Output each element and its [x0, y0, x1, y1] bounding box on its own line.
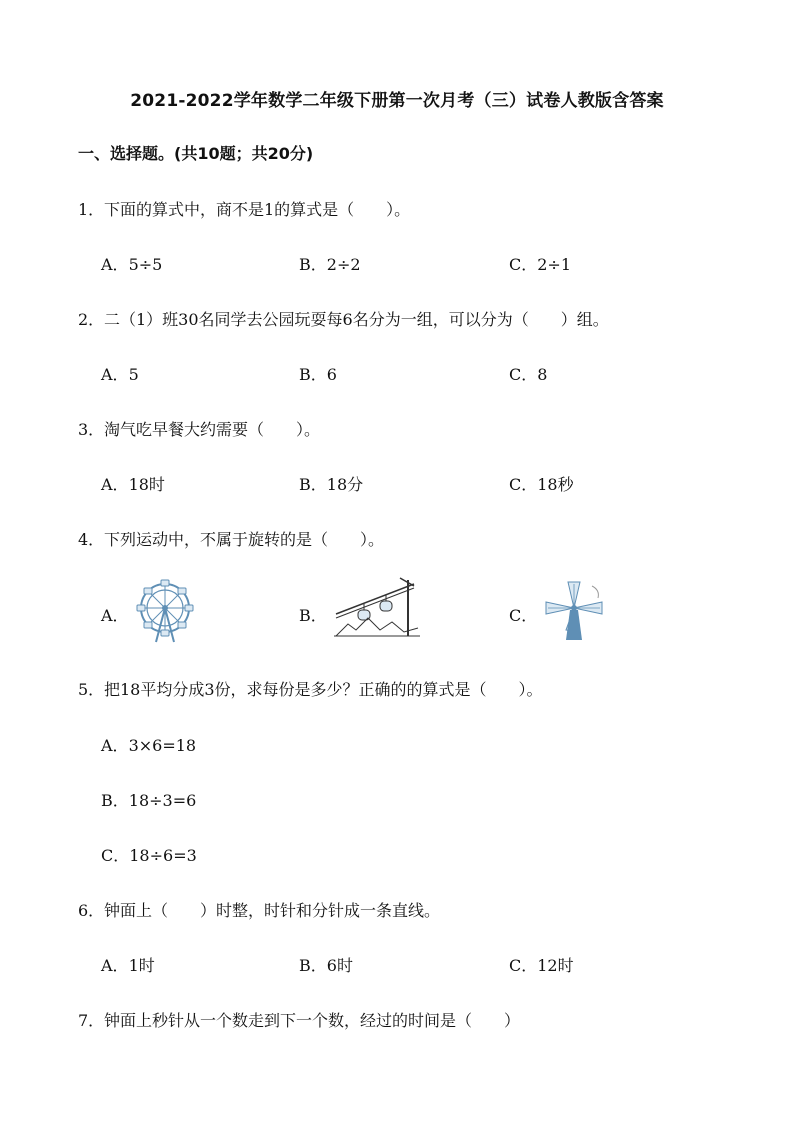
option-3b: B．18分	[299, 475, 364, 494]
question-number: 4．	[78, 530, 105, 549]
option-6b: B．6时	[299, 956, 353, 975]
option-5c: C．18÷6=3	[101, 846, 197, 865]
option-1a: A．5÷5	[101, 255, 163, 274]
option-3c: C．18秒	[509, 475, 574, 494]
option-6c: C．12时	[509, 956, 574, 975]
ferris-wheel-icon	[134, 578, 196, 644]
windmill-icon	[542, 580, 606, 642]
question-text: 把18平均分成3份，求每份是多少？正确的的算式是（ ）。	[104, 680, 543, 699]
page-title: 2021-2022学年数学二年级下册第一次月考（三）试卷人教版含答案	[130, 91, 664, 111]
option-4c: C．	[509, 606, 538, 625]
question-number: 5．	[78, 680, 105, 699]
question-text: 下列运动中，不属于旋转的是（ ）。	[104, 530, 385, 549]
question-number: 1．	[78, 200, 105, 219]
option-1c: C．2÷1	[509, 255, 572, 274]
question-text: 钟面上秒针从一个数走到下一个数，经过的时间是（ ）	[104, 1011, 521, 1030]
question-3	[78, 417, 320, 440]
option-5b: B．18÷3=6	[101, 791, 197, 810]
question-7	[78, 1008, 520, 1031]
question-text: 淘气吃早餐大约需要（ ）。	[104, 420, 321, 439]
option-4b: B．	[299, 606, 327, 625]
question-number: 3．	[78, 420, 105, 439]
option-2a: A．5	[101, 365, 139, 384]
cable-car-icon	[334, 576, 420, 638]
option-4a: A．	[101, 606, 129, 625]
question-text: 钟面上（ ）时整，时针和分针成一条直线。	[104, 901, 441, 920]
option-2c: C．8	[509, 365, 548, 384]
option-3a: A．18时	[101, 475, 165, 494]
option-5a: A．3×6=18	[101, 736, 197, 755]
section-heading: 一、选择题。(共10题；共20分)	[78, 144, 314, 163]
option-6a: A．1时	[101, 956, 155, 975]
question-number: 7．	[78, 1011, 105, 1030]
question-number: 2．	[78, 310, 105, 329]
question-6	[78, 898, 440, 921]
question-1	[78, 197, 410, 220]
question-2	[78, 307, 609, 330]
option-2b: B．6	[299, 365, 337, 384]
question-text: 下面的算式中，商不是1的算式是（ ）。	[104, 200, 411, 219]
question-text: 二（1）班30名同学去公园玩耍每6名分为一组，可以分为（ ）组。	[104, 310, 609, 329]
option-1b: B．2÷2	[299, 255, 361, 274]
question-number: 6．	[78, 901, 105, 920]
question-4	[78, 527, 384, 550]
question-5	[78, 677, 543, 700]
